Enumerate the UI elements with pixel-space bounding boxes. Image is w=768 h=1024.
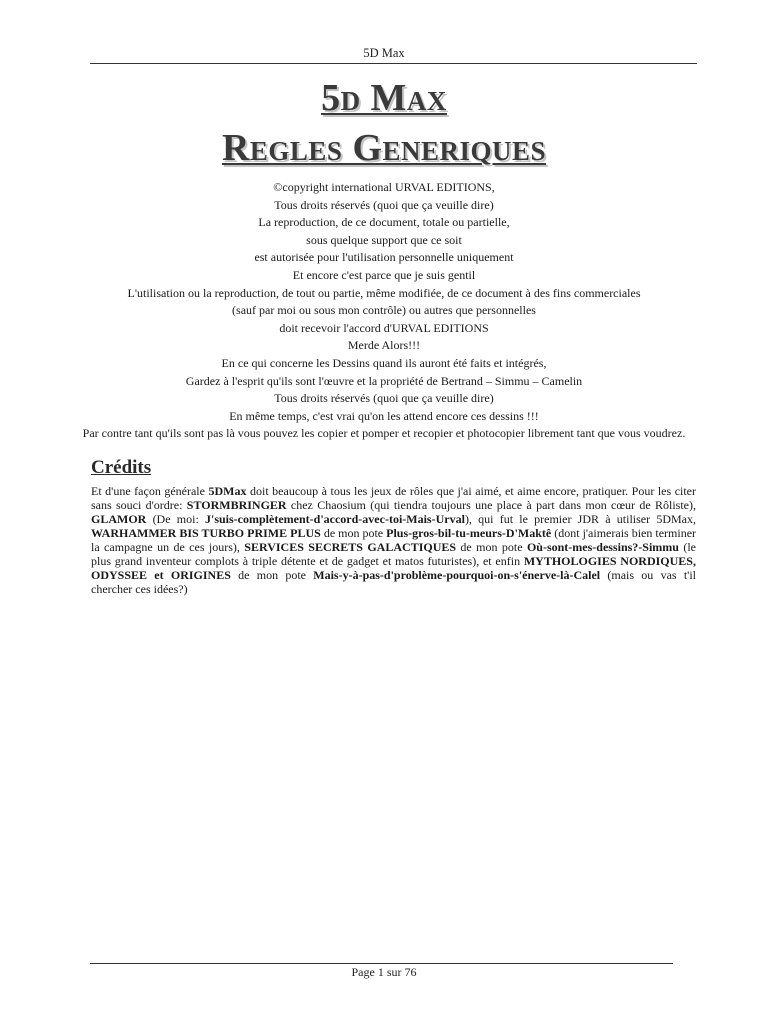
notice-line: (sauf par moi ou sous mon contrôle) ou autres que personnelles — [232, 303, 536, 318]
credits-text: ), qui fut le premier JDR à utiliser 5DMax, — [464, 512, 696, 526]
credits-text: (mais ou vas t'il chercher ces idées?) — [91, 568, 696, 596]
copyright-notice — [0, 179, 768, 440]
credits-bold: J'suis-complètement-d'accord-avec-toi-Mais-Urval — [205, 512, 465, 526]
notice-last-paragraph: Par contre tant qu'ils sont pas là vous pouvez les copier et pomper et recopier et photocopier librement tant que vous voudrez. — [82, 426, 686, 441]
page-number: Page 1 sur 76 — [351, 965, 417, 979]
notice-line: doit recevoir l'accord d'URVAL EDITIONS — [279, 320, 489, 335]
running-header: 5D Max — [363, 46, 405, 60]
header-divider — [90, 63, 697, 64]
credits-text: (dont j'aimerais bien terminer la campagne un de ces jours), — [91, 526, 697, 554]
credits-bold: Plus-gros-bil-tu-meurs-D'Maktê — [386, 526, 552, 540]
credits-text: de mon pote — [320, 526, 387, 540]
notice-line: Gardez à l'esprit qu'ils sont l'œuvre et la propriété de Bertrand – Simmu – Camelin — [185, 373, 583, 388]
credits-text: (le plus grand inventeur complots à triple détente et de gadget et matos futuristes), et enfin — [91, 540, 696, 568]
footer-divider — [90, 963, 673, 964]
credits-text: (De moi: — [146, 512, 205, 526]
notice-line: est autorisée pour l'utilisation personnelle uniquement — [254, 250, 514, 265]
credits-paragraph — [91, 484, 696, 596]
document-subtitle: Regles Generiques — [221, 127, 547, 169]
notice-line: L'utilisation ou la reproduction, de tout ou partie, même modifiée, de ce document à des fins commerciales — [127, 285, 641, 300]
notice-line: La reproduction, de ce document, totale ou partielle, — [258, 215, 510, 230]
credits-bold: GLAMOR — [91, 512, 147, 526]
credits-bold: STORMBRINGER — [186, 498, 287, 512]
notice-line: Tous droits réservés (quoi que ça veuille dire) — [274, 391, 494, 406]
notice-line: En même temps, c'est vrai qu'on les attend encore ces dessins !!! — [229, 408, 539, 423]
notice-line: Tous droits réservés (quoi que ça veuille dire) — [274, 197, 494, 212]
credits-bold: Mais-y-à-pas-d'problème-pourquoi-on-s'énerve-là-Calel — [313, 568, 601, 582]
notice-line: ©copyright international URVAL EDITIONS, — [273, 180, 495, 194]
credits-bold: Où-sont-mes-dessins?-Simmu — [526, 540, 679, 554]
notice-line: Merde Alors!!! — [347, 338, 421, 353]
credits-bold: SERVICES SECRETS GALACTIQUES — [244, 540, 457, 554]
credits-bold: 5DMax — [208, 484, 247, 498]
credits-text: doit beaucoup à tous les jeux de rôles que j'ai aimé, et aime encore, pratiquer. Pour les citer sans souci d'ordre: — [91, 484, 697, 512]
credits-text: de mon pote — [230, 568, 314, 582]
credits-bold: MYTHOLOGIES NORDIQUES, ODYSSEE et ORIGINES — [91, 554, 696, 582]
document-title: 5d Max — [321, 77, 447, 119]
notice-line: En ce qui concerne les Dessins quand ils auront été faits et intégrés, — [221, 355, 547, 370]
credits-text: chez Chaosium (qui tiendra toujours une place à part dans mon cœur de Rôliste), — [286, 498, 696, 512]
credits-text: de mon pote — [456, 540, 527, 554]
credits-text: Et d'une façon générale — [91, 484, 209, 498]
section-heading-credits: Crédits — [91, 457, 152, 478]
notice-line: Et encore c'est parce que je suis gentil — [292, 267, 476, 282]
credits-bold: WARHAMMER BIS TURBO PRIME PLUS — [91, 526, 321, 540]
notice-line: sous quelque support que ce soit — [306, 232, 462, 247]
